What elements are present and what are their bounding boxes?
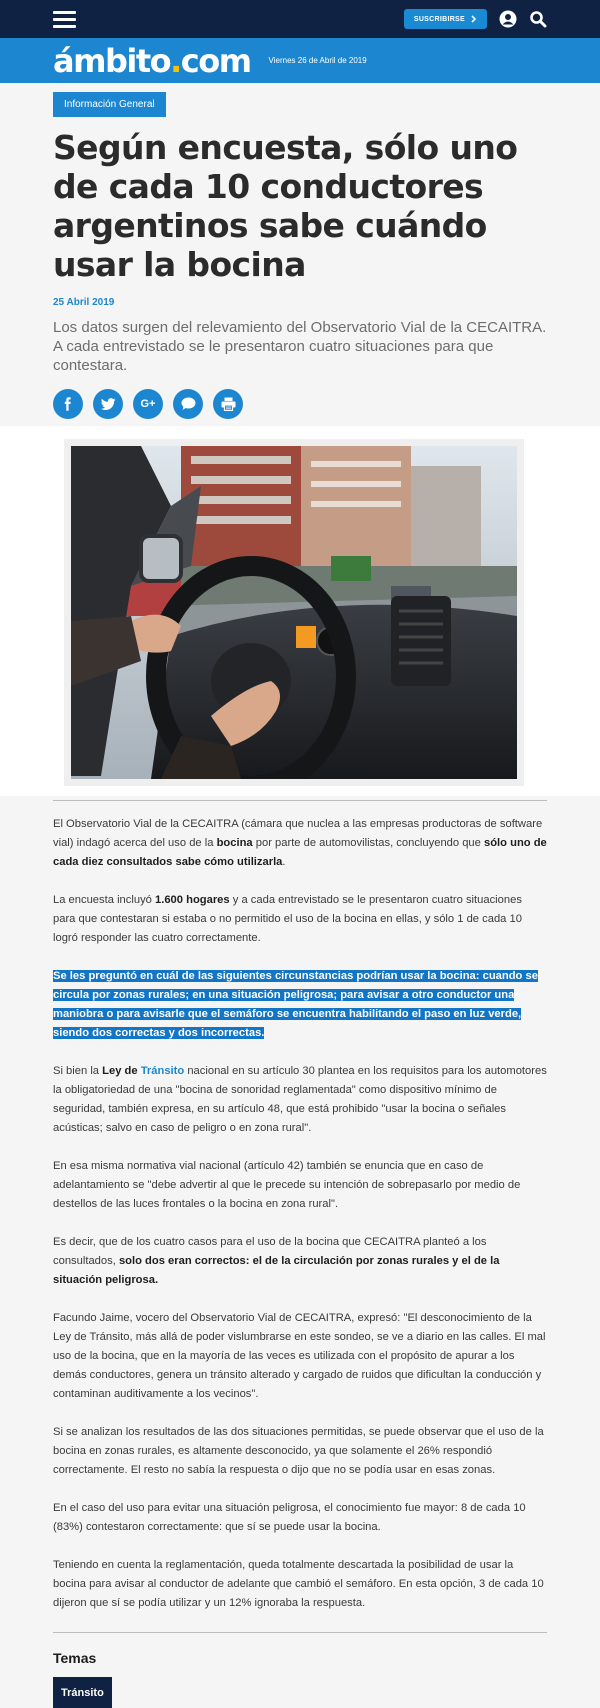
comment-icon [181,397,196,411]
topic-tag-transito[interactable]: Tránsito [53,1677,112,1708]
header-actions [404,9,547,29]
article-body [0,800,600,1708]
site-logo[interactable] [53,41,251,80]
divider [53,800,547,801]
topics-tags [53,1677,547,1708]
hamburger-icon[interactable] [53,11,76,28]
twitter-icon [101,398,116,411]
p4-text: Si bien la [53,1065,103,1077]
comment-button[interactable] [173,389,203,419]
top-navigation-bar [0,0,600,38]
p2-bold: 1.600 hogares [155,894,230,906]
p1-bold-1: bocina [216,837,253,849]
paragraph-7: Facundo Jaime, vocero del Observatorio Vial de CECAITRA, expresó: "El desconocimiento de la Ley de Tránsito, más allá de poder vislumbrarse en este sondeo, se ve a diario en las calles. El mal uso de la bocina, que en la mayoría de las veces es utilizada con el propósito de apurar a los demás conductores, genera un tránsito alterado y cargado de ruidos que dificultan la conducción y contaminan auditivamente a los vecinos". [53,1312,546,1400]
article-image-frame [64,439,524,786]
article-lede: Los datos surgen del relevamiento del Observatorio Vial de la CECAITRA. A cada entrevistado se le presentaron cuatro situaciones para que contestara. [53,319,547,374]
p1-text: El Observatorio Vial de la CECAITRA (cámara que nuclea a las empresas productoras de software vial) indagó acerca del uso de la [53,818,543,849]
print-icon [221,397,236,411]
p2-text: La encuesta incluyó [53,894,155,906]
paragraph-9: En el caso del uso para evitar una situación peligrosa, el conocimiento fue mayor: 8 de cada 10 (83%) contestaron correctamente: que sí se puede usar la bocina. [53,1502,526,1533]
logo-tld: com [180,41,251,80]
logo-dot: . [170,41,181,80]
user-icon[interactable] [499,10,517,28]
article-date: 25 Abril 2019 [53,297,115,308]
p2-text-2: y a cada entrevistado se le presentaron cuatro situaciones para que contestaran si estaba o no permitido el uso de la bocina en ellas, y sólo 1 de cada 10 logró responder las cuatro correctamente. [53,894,522,944]
category-badge[interactable]: Información General [53,92,166,117]
p1-text-3: . [282,856,286,868]
article-header [0,83,600,423]
article-title: Según encuesta, sólo uno de cada 10 conductores argentinos sabe cuándo usar la bocina [53,128,518,284]
paragraph-3-highlighted [53,967,547,1043]
chevron-right-icon [471,15,477,23]
p6-bold: solo dos eran correctos: el de la circulación por zonas rurales y el de la situación peligrosa. [53,1255,500,1286]
p4-text-2: nacional en su artículo 30 plantea en los requisitos para los automotores la obligatoriedad de una "bocina de sonoridad reglamentada" como dispositivo mínimo de seguridad, también expresa, en su artículo 48, que está prohibido "usar la bocina o señales acústicas; salvo en caso de peligro o en zona rural". [53,1065,547,1134]
logo-main: ámbito [53,41,171,80]
subscribe-label: SUSCRIBIRSE [413,15,465,23]
paragraph-2 [53,891,547,948]
google-plus-icon: G+ [140,398,156,410]
paragraph-6 [53,1233,547,1290]
p4-bold: Ley de [102,1065,141,1077]
paragraph-1 [53,815,547,872]
article-image-section [0,426,600,796]
selected-text: Se les preguntó en cuál de las siguientes circunstancias podrían usar la bocina: cuando se circula por zonas rurales; en una situación peligrosa; para avisar a otro conductor una maniobra o para avisarle que el semáforo se encuentra habilitando el paso en luz verde, siendo dos correctas y dos incorrectas. [53,970,538,1039]
share-buttons [53,389,547,423]
brand-bar [0,38,600,83]
search-icon[interactable] [529,10,547,28]
google-plus-share-button[interactable] [133,389,163,419]
p1-bold-2: sólo uno de cada diez consultados sabe cómo utilizarla [53,837,547,868]
transito-link[interactable]: Tránsito [140,1065,185,1077]
divider-bottom [53,1632,547,1633]
topics-heading: Temas [53,1650,97,1666]
paragraph-5: En esa misma normativa vial nacional (artículo 42) también se enuncia que en caso de adelantamiento se "debe advertir al que le precede su intención de sobrepasarlo por medio de destellos de las luces frontales o la bocina en zona rural". [53,1160,521,1210]
facebook-icon [61,397,75,411]
current-date: Viernes 26 de Abril de 2019 [268,56,367,65]
article-photo [71,446,517,779]
twitter-share-button[interactable] [93,389,123,419]
facebook-share-button[interactable] [53,389,83,419]
p1-text-2: por parte de automovilistas, concluyendo que [252,837,484,849]
paragraph-10: Teniendo en cuenta la reglamentación, queda totalmente descartada la posibilidad de usar la bocina para avisar al conductor de adelante que cambió el semáforo. En esta opción, 3 de cada 10 dijeron que sí se podía utilizar y un 12% ignoraba la respuesta. [53,1559,544,1609]
paragraph-4 [53,1062,547,1138]
print-button[interactable] [213,389,243,419]
subscribe-button[interactable] [404,9,487,29]
paragraph-8: Si se analizan los resultados de las dos situaciones permitidas, se puede observar que el uso de la bocina en zonas rurales, es altamente desconocido, ya que solamente el 26% respondió correctamente. El resto no sabía la respuesta o dijo que no se podía usar en esas zonas. [53,1426,544,1476]
p6-text: Es decir, que de los cuatro casos para el uso de la bocina que CECAITRA planteó a los consultados, [53,1236,487,1267]
